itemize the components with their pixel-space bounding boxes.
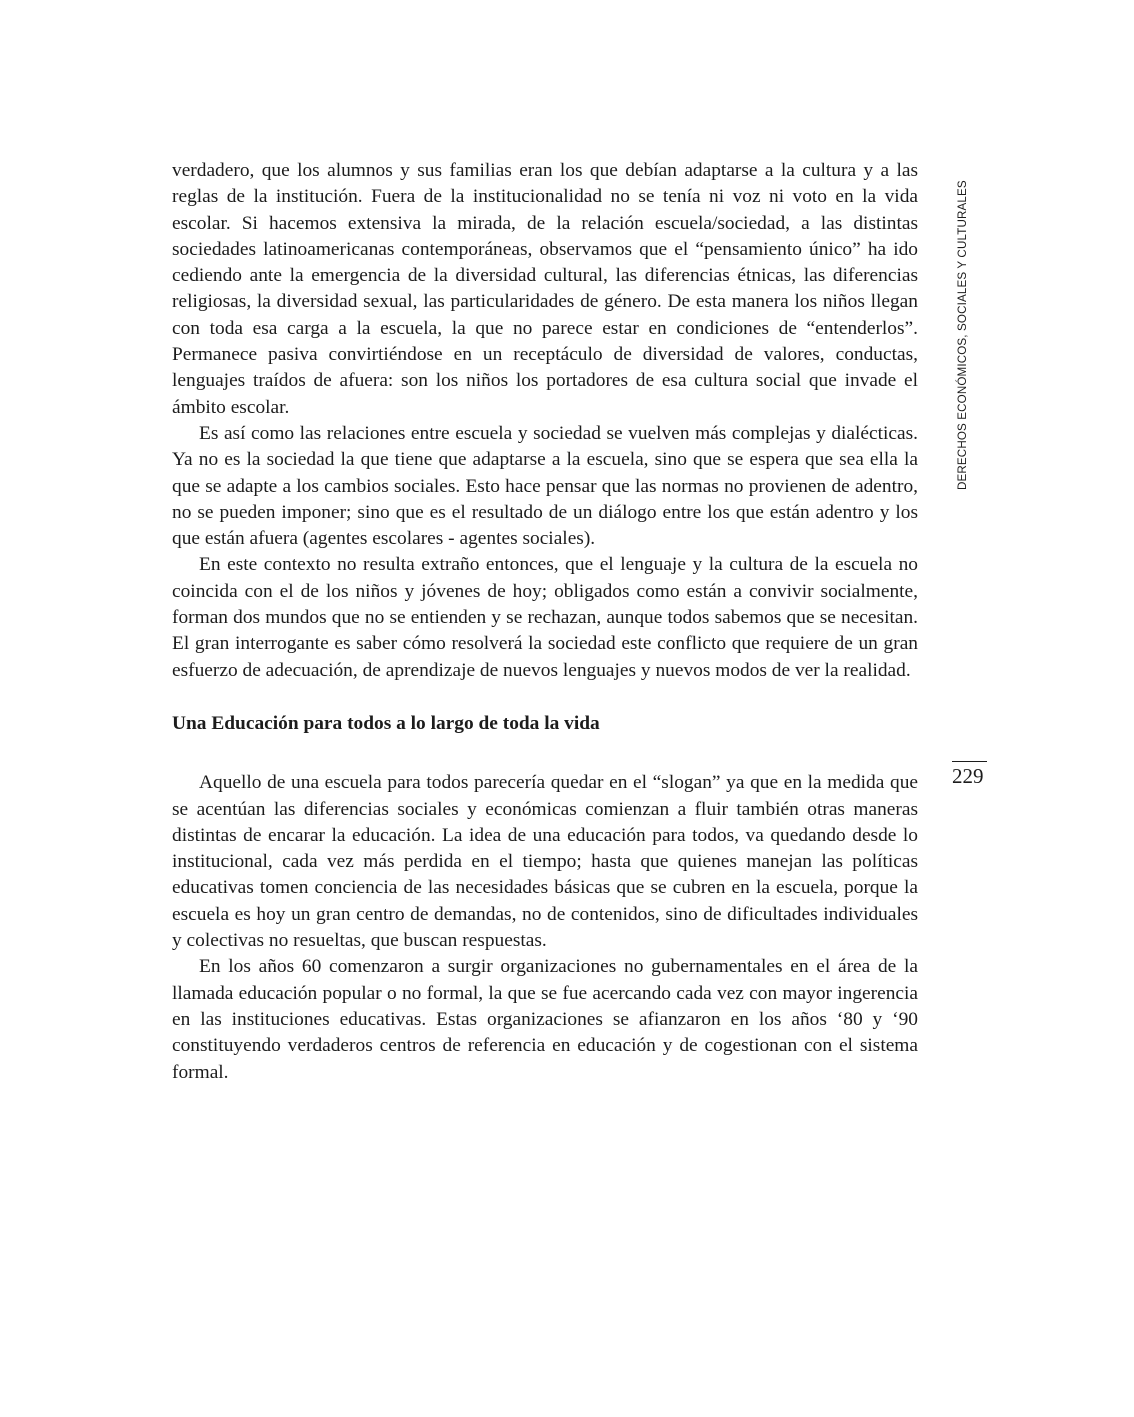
paragraph: Aquello de una escuela para todos parecería quedar en el “slogan” ya que en la medida que se acentúan las diferencias sociales y económicas comienzan a fluir también otras maneras distintas de encarar la educación. La idea de una educación para todos, va quedando desde lo institucional, cada vez más perdida en el tiempo; hasta que quienes manejan las políticas educativas tomen conciencia de las necesidades básicas que se cubren en la escuela, porque la escuela es hoy un gran centro de demandas, no de contenidos, sino de dificultades individuales y colectivas no resueltas, que buscan respuestas.	[172, 772, 918, 952]
section-heading: Una Educación para todos a lo largo de toda la vida	[172, 712, 600, 734]
page-number-rule	[952, 761, 987, 762]
page-number: 229	[952, 764, 984, 788]
paragraph: Es así como las relaciones entre escuela y sociedad se vuelven más complejas y dialécticas. Ya no es la sociedad la que tiene que adaptarse a la escuela, sino que se espera que sea ella la que se adapte a los cambios sociales. Esto hace pensar que las normas no provienen de adentro, no se pueden imponer; sino que es el resultado de un diálogo entre los que están adentro y los que están afuera (agentes escolares - agentes sociales).	[172, 422, 918, 550]
body-text	[172, 158, 918, 1086]
running-head-text: DERECHOS ECONÓMICOS, SOCIALES Y CULTURALES	[956, 180, 969, 490]
paragraph: En los años 60 comenzaron a surgir organizaciones no gubernamentales en el área de la llamada educación popular o no formal, la que se fue acercando cada vez con mayor ingerencia en las instituciones educativas. Estas organizaciones se afianzaron en los años ‘80 y ‘90 constituyendo verdaderos centros de referencia en educación y de cogestionan con el sistema formal.	[172, 956, 918, 1083]
paragraph: En este contexto no resulta extraño entonces, que el lenguaje y la cultura de la escuela no coincida con el de los niños y jóvenes de hoy; obligados como están a convivir socialmente, forman dos mundos que no se entienden y se rechazan, aunque todos sabemos que se necesitan. El gran interrogante es saber cómo resolverá la sociedad este conflicto que requiere de un gran esfuerzo de adecuación, de aprendizaje de nuevos lenguajes y nuevos modos de ver la realidad.	[172, 554, 918, 681]
paragraph: verdadero, que los alumnos y sus familias eran los que debían adaptarse a la cultura y a las reglas de la institución. Fuera de la institucionalidad no se tenía ni voz ni voto en la vida escolar. Si hacemos extensiva la mirada, de la relación escuela/sociedad, a las distintas sociedades latinoamericanas contemporáneas, observamos que el “pensamiento único” ha ido cediendo ante la emergencia de la diversidad cultural, las diferencias étnicas, las diferencias religiosas, la diversidad sexual, las particularidades de género. De esta manera los niños llegan con toda esa carga a la escuela, la que no parece estar en condiciones de “entenderlos”. Permanece pasiva convirtiéndose en un receptáculo de diversidad de valores, conductas, lenguajes traídos de afuera: son los niños los portadores de esa cultura social que invade el ámbito escolar.	[172, 160, 918, 418]
